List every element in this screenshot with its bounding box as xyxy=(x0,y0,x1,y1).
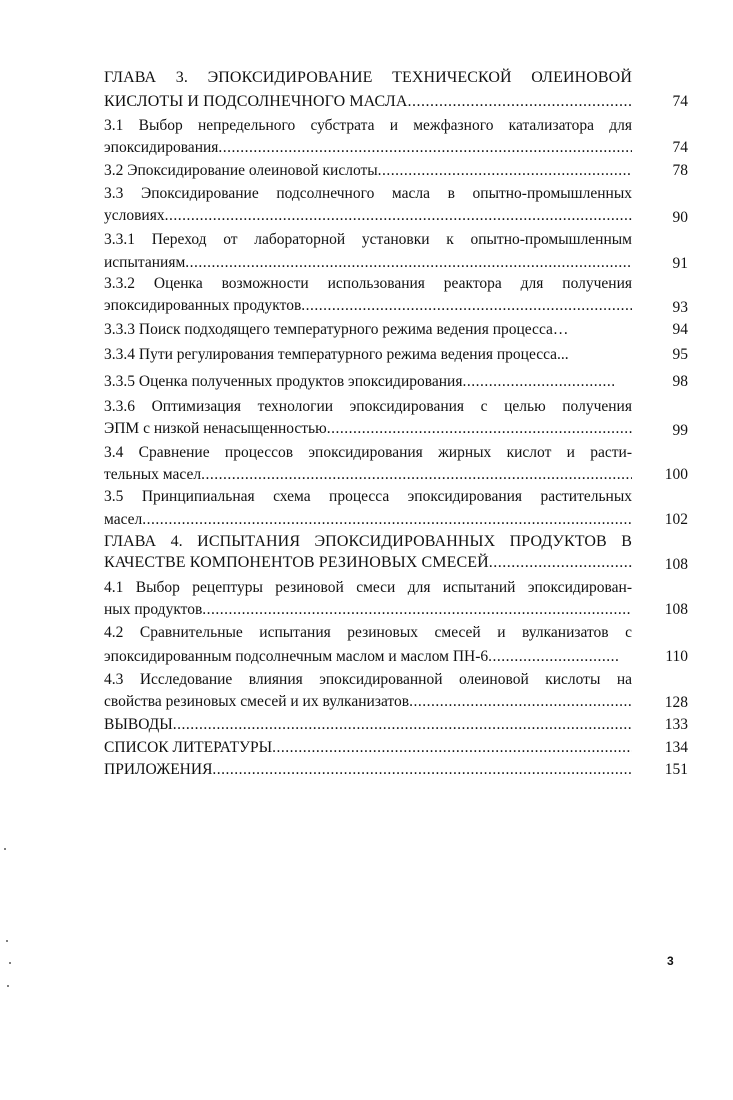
toc-entry-line: тельных масел ..... xyxy=(104,465,632,485)
toc-entry-4-2 xyxy=(104,623,688,671)
toc-page-number: 108 xyxy=(664,601,688,618)
toc-entry-line: 3.3.3 Поиск подходящего температурного режима ведения процесса… xyxy=(104,321,569,338)
toc-entry-line: 3.2 Эпоксидирование олеиновой кислоты ..... xyxy=(104,161,632,181)
toc-page-number: 90 xyxy=(672,209,688,226)
toc-page-number: 128 xyxy=(664,694,688,711)
toc-entry-line: ПРИЛОЖЕНИЯ ..... xyxy=(104,760,632,780)
toc-entry-line: ГЛАВА 3. ЭПОКСИДИРОВАНИЕ ТЕХНИЧЕСКОЙ ОЛЕИНОВОЙ xyxy=(104,69,632,86)
toc-entry-appendices xyxy=(104,760,688,784)
toc-entry-3-3-4 xyxy=(104,345,688,369)
toc-page-number: 108 xyxy=(664,556,688,573)
toc-entry-line: условиях ..... xyxy=(104,206,632,226)
toc-page-number: 91 xyxy=(672,255,688,272)
toc-page-number: 110 xyxy=(665,648,688,665)
toc-entry-line: 3.3.4 Пути регулирования температурного режима ведения процесса... xyxy=(104,346,569,363)
toc-entry-chapter-3 xyxy=(104,68,688,118)
toc-entry-3-3-5 xyxy=(104,372,688,396)
toc-entry-line: ГЛАВА 4. ИСПЫТАНИЯ ЭПОКСИДИРОВАННЫХ ПРОДУКТОВ В xyxy=(104,533,632,550)
toc-entry-chapter-4 xyxy=(104,532,688,580)
toc-entry-3-4 xyxy=(104,443,688,491)
toc-entry-3-3-1 xyxy=(104,230,688,278)
toc-page-number: 93 xyxy=(672,299,688,316)
toc-entry-line: эпоксидирования ..... xyxy=(104,138,632,158)
toc-page-number: 133 xyxy=(664,716,688,733)
toc-entry-line: эпоксидированных продуктов ..... xyxy=(104,296,632,316)
toc-entry-line: свойства резиновых смесей и их вулканизатов ..... xyxy=(104,692,632,712)
toc-entry-4-1 xyxy=(104,578,688,626)
toc-entry-line: 4.2 Сравнительные испытания резиновых смесей и вулканизатов с xyxy=(104,624,632,641)
toc-page-number: 102 xyxy=(664,511,688,528)
toc-entry-line: 3.3 Эпоксидирование подсолнечного масла в опытно-промышленных xyxy=(104,185,632,202)
toc-page-number: 74 xyxy=(672,93,688,110)
toc-page-number: 134 xyxy=(664,739,688,756)
toc-entry-line: испытаниям ..... xyxy=(104,253,632,273)
toc-page-number: 95 xyxy=(672,346,688,363)
toc-page-number: 98 xyxy=(672,373,688,390)
toc-entry-line: 4.1 Выбор рецептуры резиновой смеси для испытаний эпоксидирован- xyxy=(104,579,632,596)
toc-entry-line: КАЧЕСТВЕ КОМПОНЕНТОВ РЕЗИНОВЫХ СМЕСЕЙ ..... xyxy=(104,553,632,573)
toc-entry-line: 4.3 Исследование влияния эпоксидированной олеиновой кислоты на xyxy=(104,671,632,688)
toc-entry-line: 3.4 Сравнение процессов эпоксидирования жирных кислот и расти- xyxy=(104,444,632,461)
toc-entry-3-3-6 xyxy=(104,397,688,445)
scan-speck xyxy=(9,962,11,964)
scan-speck xyxy=(6,940,8,942)
toc-page-number: 151 xyxy=(664,761,688,778)
toc-page-number: 94 xyxy=(672,321,688,338)
toc-page-number: 99 xyxy=(672,422,688,439)
toc-entry-line: 3.3.2 Оценка возможности использования реактора для получения xyxy=(104,275,632,292)
toc-entry-line: 3.3.1 Переход от лабораторной установки к опытно-промышленным xyxy=(104,231,632,248)
toc-page-number: 100 xyxy=(664,466,688,483)
toc-entry-3-3-3 xyxy=(104,320,688,344)
scan-speck xyxy=(7,985,9,987)
toc-entry-3-3-2 xyxy=(104,274,688,322)
toc-page-number: 74 xyxy=(672,139,688,156)
toc-entry-line: ВЫВОДЫ ..... xyxy=(104,715,632,735)
scan-speck xyxy=(4,848,6,850)
toc-entry-line: 3.5 Принципиальная схема процесса эпоксидирования растительных xyxy=(104,488,632,505)
page-number: 3 xyxy=(667,954,674,968)
toc-entry-line: ЭПМ с низкой ненасыщенностью ..... xyxy=(104,419,632,439)
toc-entry-3-1 xyxy=(104,116,688,164)
toc-entry-line: ных продуктов ..... xyxy=(104,600,632,620)
toc-entry-line: 3.3.5 Оценка полученных продуктов эпоксидирования ..... xyxy=(104,372,614,392)
toc-entry-line: СПИСОК ЛИТЕРАТУРЫ ..... xyxy=(104,738,632,758)
toc-page-number: 78 xyxy=(672,162,688,179)
toc-entry-line: масел ..... xyxy=(104,510,632,530)
toc-entry-line: КИСЛОТЫ И ПОДСОЛНЕЧНОГО МАСЛА ..... xyxy=(104,92,632,112)
toc-entry-4-3 xyxy=(104,670,688,718)
toc-entry-line: эпоксидированным подсолнечным маслом и маслом ПН-6 ..... xyxy=(104,647,619,667)
toc-entry-3-5 xyxy=(104,487,688,535)
toc-entry-line: 3.1 Выбор непредельного субстрата и межфазного катализатора для xyxy=(104,117,632,134)
toc-entry-line: 3.3.6 Оптимизация технологии эпоксидирования с целью получения xyxy=(104,398,632,415)
toc-entry-3-2 xyxy=(104,161,688,185)
toc-entry-references xyxy=(104,738,688,762)
toc-entry-3-3 xyxy=(104,184,688,232)
toc-entry-conclusions xyxy=(104,715,688,739)
